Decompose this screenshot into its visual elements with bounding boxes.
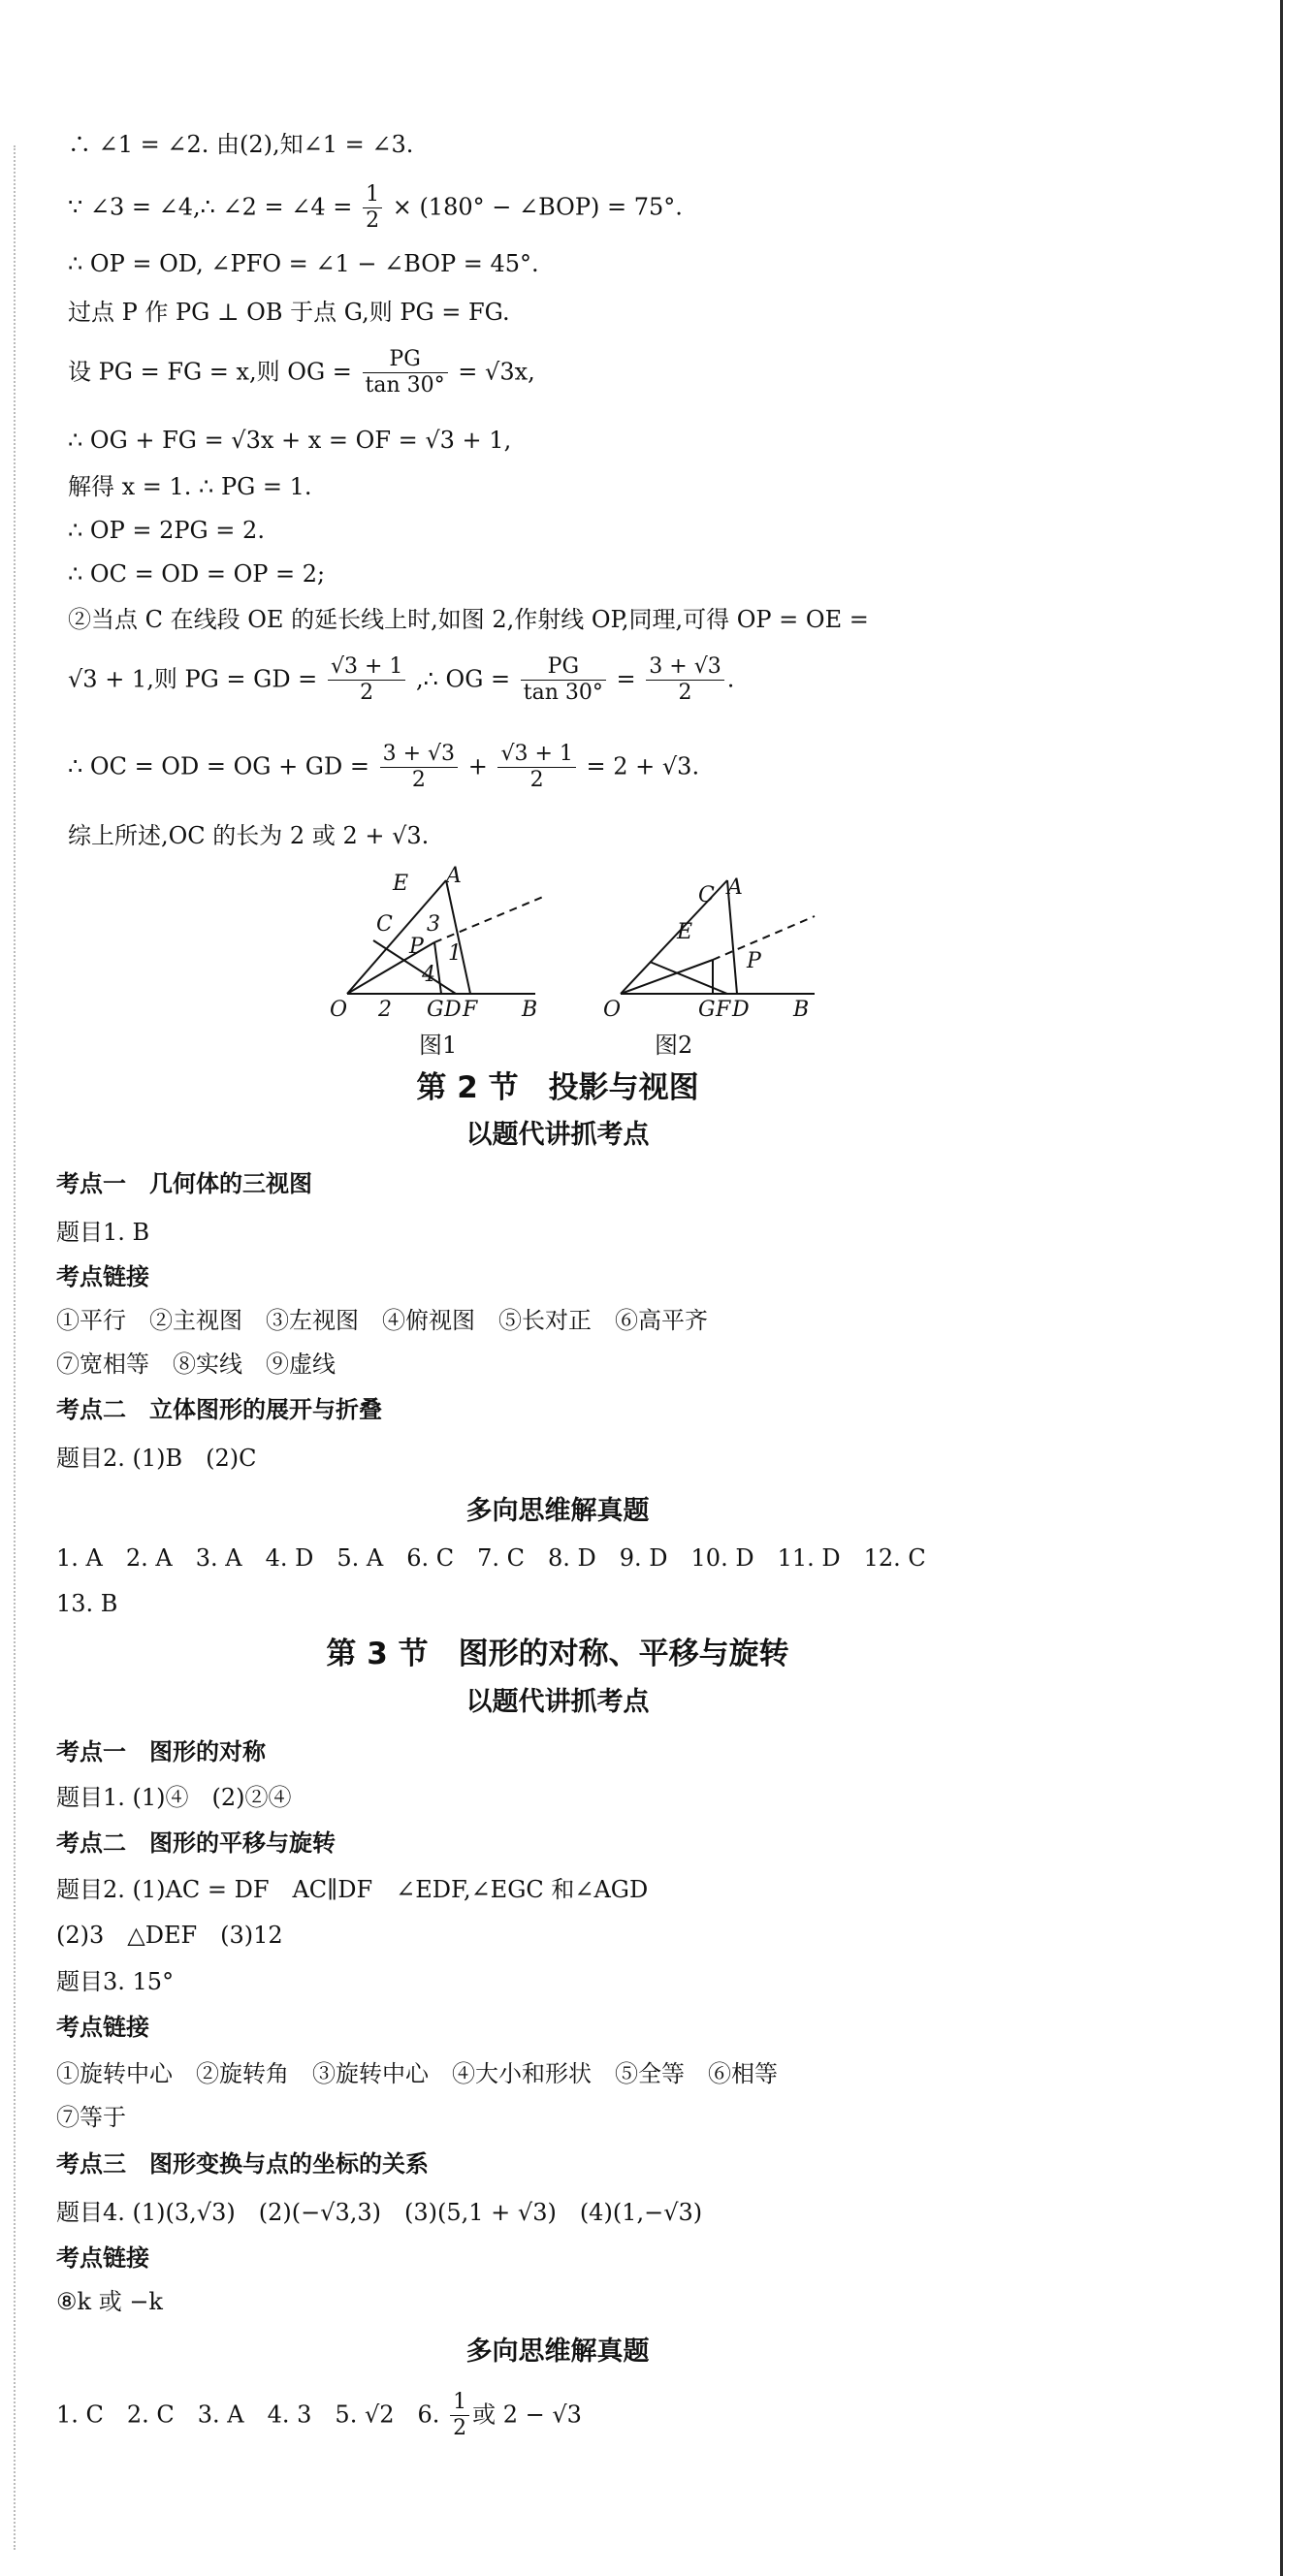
fig2-label-E: E — [677, 920, 693, 944]
fig1-label-D: D — [444, 998, 462, 1022]
section-3-multi: 多向思维解真题 — [465, 2337, 650, 2367]
fraction-pg-tan30-b — [521, 654, 606, 707]
section-2-link1-items: ①平行 ②主视图 ③左视图 ④俯视图 ⑤长对正 ⑥高平齐 — [56, 1307, 708, 1334]
solution-line-2-end: × (180° − ∠BOP) = 75°. — [392, 193, 683, 221]
solution-line-6: ∴ OG + FG = √3x + x = OF = √3 + 1, — [68, 427, 512, 454]
section-3-q4: 题目4. (1)(3,√3) (2)(−√3,3) (3)(5,1 + √3) (4)(1,−√3) — [56, 2199, 703, 2226]
section-3-q1: 题目1. (1)④ (2)②④ — [56, 1784, 292, 1811]
section-2-kp1: 考点一 几何体的三视图 — [56, 1170, 312, 1197]
solution-line-11-start: √3 + 1,则 PG = GD = — [68, 665, 318, 693]
fraction-s3p1-over-2-b — [497, 742, 575, 794]
fig1-label-C: C — [376, 912, 393, 937]
section-2-answers2: 13. B — [56, 1590, 118, 1617]
fig1-label-4: 4 — [422, 963, 435, 987]
solution-line-9: ∴ OC = OD = OP = 2; — [68, 560, 326, 588]
solution-line-2-start: ∵ ∠3 = ∠4,∴ ∠2 = ∠4 = — [68, 193, 353, 221]
solution-equals: = — [616, 665, 636, 693]
fraction-denominator: 2 — [453, 2416, 467, 2441]
fraction-3s3-over-2-b — [380, 742, 458, 794]
fig1-label-O: O — [330, 998, 348, 1022]
section-3-kp2: 考点二 图形的平移与旋转 — [56, 1829, 336, 1857]
solution-line-11 — [68, 654, 734, 707]
figure-2-diagram — [592, 863, 844, 1028]
section-2-multi: 多向思维解真题 — [465, 1496, 650, 1526]
fig1-label-E: E — [393, 872, 409, 896]
section-3-title: 第 3 节 图形的对称、平移与旋转 — [326, 1637, 789, 1671]
fraction-denominator: 2 — [678, 681, 692, 706]
solution-line-12-start: ∴ OC = OD = OG + GD = — [68, 752, 369, 780]
solution-line-4: 过点 P 作 PG ⊥ OB 于点 G,则 PG = FG. — [68, 299, 510, 326]
solution-line-11-mid: ,∴ OG = — [416, 665, 511, 693]
section-3-link-items: ①旋转中心 ②旋转角 ③旋转中心 ④大小和形状 ⑤全等 ⑥相等 — [56, 2060, 778, 2087]
section-2-kp2: 考点二 立体图形的展开与折叠 — [56, 1396, 382, 1423]
fraction-numerator: 3 + √3 — [380, 742, 458, 768]
solution-line-5 — [68, 347, 535, 399]
fig1-label-G: G — [427, 998, 444, 1022]
section-2-q2: 题目2. (1)B (2)C — [56, 1445, 257, 1472]
fraction-pg-tan30 — [363, 347, 448, 399]
fig2-label-O: O — [603, 998, 622, 1022]
solution-line-10: ②当点 C 在线段 OE 的延长线上时,如图 2,作射线 OP,同理,可得 OP = OE = — [68, 606, 869, 633]
fig1-label-A: A — [446, 864, 462, 888]
section-3-link3: 考点链接 — [56, 2244, 149, 2272]
fig2-label-F: F — [716, 998, 731, 1022]
section-3-answers-tail: 或 2 − √3 — [472, 2401, 582, 2429]
solution-line-12 — [68, 742, 699, 794]
fraction-denominator: 2 — [529, 768, 544, 793]
solution-line-7: 解得 x = 1. ∴ PG = 1. — [68, 473, 312, 500]
fraction-s3p1-over-2 — [328, 654, 405, 707]
figure-2-caption: 图2 — [655, 1032, 693, 1059]
section-3-kp3: 考点三 图形变换与点的坐标的关系 — [56, 2150, 429, 2178]
figure-1-diagram — [320, 863, 572, 1028]
fraction-denominator: 2 — [411, 768, 426, 793]
section-2-title: 第 2 节 投影与视图 — [416, 1070, 699, 1105]
section-3-link-items2: ⑦等于 — [56, 2104, 126, 2131]
fig2-label-G: G — [698, 998, 716, 1022]
solution-period: . — [726, 665, 735, 693]
fig2-label-B: B — [793, 998, 810, 1022]
solution-plus: + — [467, 752, 488, 780]
fraction-answer-6 — [450, 2390, 469, 2442]
section-3-answers-start: 1. C 2. C 3. A 4. 3 5. √2 6. — [56, 2401, 440, 2429]
fraction-denominator: tan 30° — [523, 681, 603, 706]
section-2-subtitle: 以题代讲抓考点 — [465, 1120, 650, 1150]
fraction-numerator: √3 + 1 — [328, 654, 405, 681]
section-2-answers: 1. A 2. A 3. A 4. D 5. A 6. C 7. C 8. D 9. D 10. D 11. D 12. C — [56, 1544, 926, 1572]
fraction-numerator: PG — [521, 654, 606, 681]
fraction-denominator: 2 — [360, 681, 374, 706]
solution-line-5-start: 设 PG = FG = x,则 OG = — [68, 358, 352, 386]
fig2-label-C: C — [698, 883, 715, 907]
fraction-one-half — [363, 182, 382, 235]
fig1-label-B: B — [522, 998, 538, 1022]
fraction-numerator: 1 — [363, 182, 382, 208]
fig2-label-P: P — [747, 949, 761, 973]
fraction-3s3-over-2 — [646, 654, 723, 707]
fraction-numerator: PG — [363, 347, 448, 373]
section-2-link1-items2: ⑦宽相等 ⑧实线 ⑨虚线 — [56, 1351, 336, 1378]
section-3-subtitle: 以题代讲抓考点 — [465, 1687, 650, 1717]
fig1-label-3: 3 — [427, 912, 440, 937]
fraction-numerator: 3 + √3 — [646, 654, 723, 681]
solution-line-3: ∴ OP = OD, ∠PFO = ∠1 − ∠BOP = 45°. — [68, 250, 539, 277]
solution-line-8: ∴ OP = 2PG = 2. — [68, 517, 265, 544]
solution-line-5-end: = √3x, — [458, 358, 535, 386]
binding-dotted-line — [14, 145, 16, 2550]
solution-conclusion: 综上所述,OC 的长为 2 或 2 + √3. — [68, 822, 430, 849]
section-3-q3: 题目3. 15° — [56, 1968, 175, 1995]
fig1-label-P: P — [409, 935, 424, 959]
fraction-denominator: 2 — [366, 208, 380, 234]
fraction-numerator: √3 + 1 — [497, 742, 575, 768]
fig2-label-D: D — [732, 998, 750, 1022]
section-2-link1: 考点链接 — [56, 1263, 149, 1290]
section-3-link: 考点链接 — [56, 2014, 149, 2041]
solution-line-1: ∴ ∠1 = ∠2. 由(2),知∠1 = ∠3. — [68, 131, 414, 158]
page-edge-shadow — [1280, 0, 1283, 2576]
fraction-numerator: 1 — [450, 2390, 469, 2416]
section-3-link3-items: ⑧k 或 −k — [56, 2288, 163, 2315]
fig1-label-2: 2 — [378, 998, 392, 1022]
section-3-q2b: (2)3 △DEF (3)12 — [56, 1922, 283, 1949]
solution-line-12-end: = 2 + √3. — [586, 752, 700, 780]
fig1-label-1: 1 — [448, 941, 462, 966]
section-2-q1: 题目1. B — [56, 1219, 150, 1246]
fraction-denominator: tan 30° — [365, 373, 445, 398]
solution-line-2 — [68, 182, 683, 235]
fig2-label-A: A — [727, 875, 743, 900]
section-3-kp1: 考点一 图形的对称 — [56, 1738, 266, 1765]
section-3-answers — [56, 2390, 582, 2442]
section-3-q2: 题目2. (1)AC = DF AC∥DF ∠EDF,∠EGC 和∠AGD — [56, 1876, 649, 1903]
figure-1-caption: 图1 — [419, 1032, 458, 1059]
fig1-label-F: F — [463, 998, 478, 1022]
